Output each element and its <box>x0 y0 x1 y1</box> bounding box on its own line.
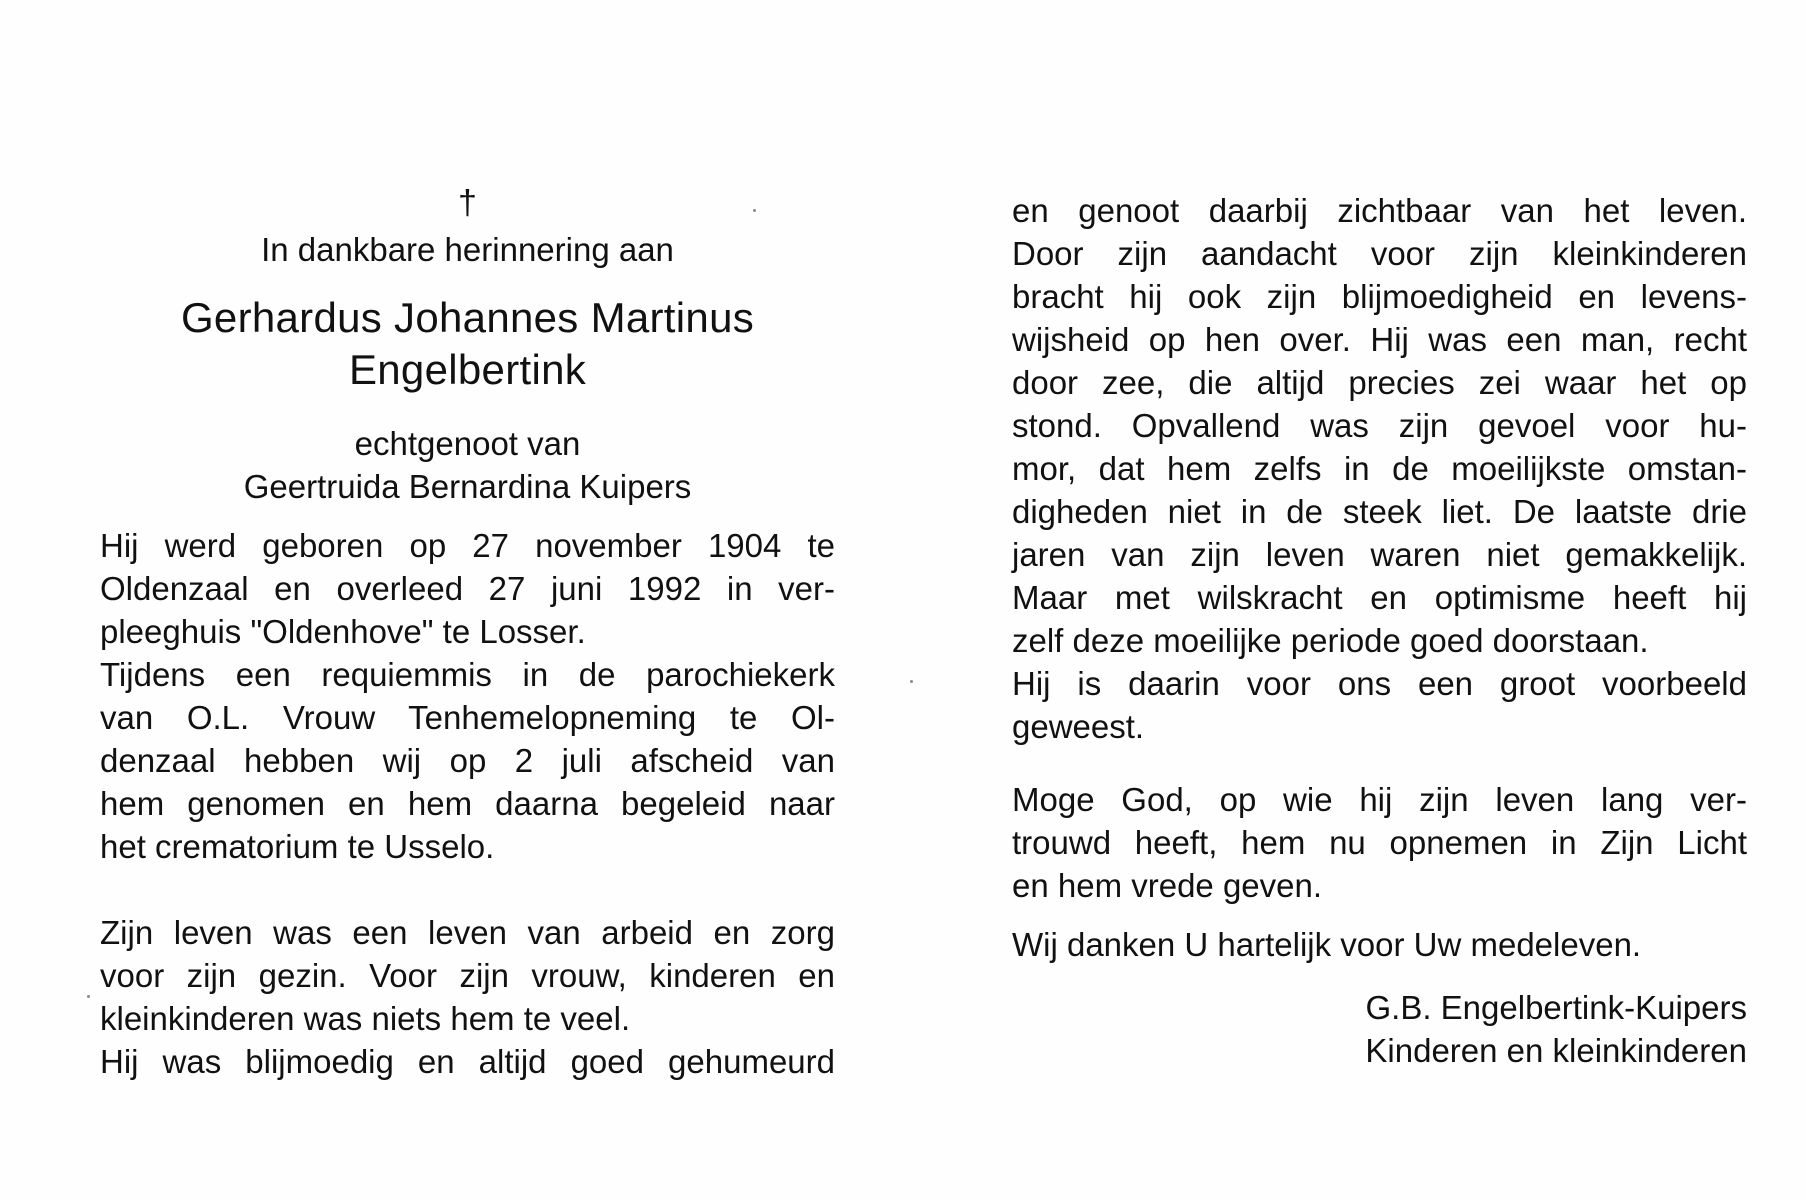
biography-paragraph <box>100 524 835 868</box>
signature-line-1: G.B. Engelbertink-Kuipers <box>1365 989 1747 1026</box>
deceased-name <box>100 292 835 396</box>
text-line: van O.L. Vrouw Tenhemelopneming te Ol- <box>100 699 835 736</box>
text-line: Oldenzaal en overleed 27 juni 1992 in ver- <box>100 570 835 607</box>
text-line: Hij was blijmoedig en altijd goed gehumeurd <box>100 1043 835 1080</box>
text-line: pleeghuis "Oldenhove" te Losser. <box>100 613 586 650</box>
intro-text: In dankbare herinnering aan <box>261 231 674 268</box>
spouse-block <box>100 422 835 508</box>
text-line: Hij is daarin voor ons een groot voorbeeld <box>1012 665 1747 702</box>
right-panel <box>1012 0 1747 1200</box>
thanks-paragraph <box>1012 923 1747 966</box>
life-paragraph <box>100 911 835 1083</box>
text-line: trouwd heeft, hem nu opnemen in Zijn Licht <box>1012 824 1747 861</box>
spouse-name: Geertruida Bernardina Kuipers <box>243 468 692 505</box>
thanks-text: Wij danken U hartelijk voor Uw medeleven. <box>1012 926 1642 963</box>
scan-speck <box>753 209 756 212</box>
text-line: Moge God, op wie hij zijn leven lang ver- <box>1012 781 1747 818</box>
scan-speck <box>87 995 90 998</box>
text-line: geweest. <box>1012 708 1145 745</box>
text-line: zelf deze moeilijke periode goed doorstaan. <box>1012 622 1649 659</box>
signature-line-2: Kinderen en kleinkinderen <box>1365 1032 1747 1069</box>
text-line: stond. Opvallend was zijn gevoel voor hu- <box>1012 407 1747 444</box>
text-line: jaren van zijn leven waren niet gemakkelijk. <box>1012 536 1747 573</box>
text-line: wijsheid op hen over. Hij was een man, recht <box>1012 321 1747 358</box>
text-line: hem genomen en hem daarna begeleid naar <box>100 785 835 822</box>
spouse-label: echtgenoot van <box>354 425 581 462</box>
text-line: Hij werd geboren op 27 november 1904 te <box>100 527 835 564</box>
scan-speck <box>910 680 913 683</box>
character-paragraph <box>1012 189 1747 748</box>
signature-block <box>1012 986 1747 1072</box>
text-line: denzaal hebben wij op 2 juli afscheid van <box>100 742 835 779</box>
text-line: Tijdens een requiemmis in de parochiekerk <box>100 656 835 693</box>
left-panel <box>100 0 835 1200</box>
text-line: kleinkinderen was niets hem te veel. <box>100 1000 631 1037</box>
text-line: digheden niet in de steek liet. De laatste drie <box>1012 493 1747 530</box>
text-line: Zijn leven was een leven van arbeid en zorg <box>100 914 835 951</box>
name-line-2: Engelbertink <box>348 346 587 393</box>
cross-symbol: † <box>458 184 477 222</box>
text-line: en hem vrede geven. <box>1012 867 1323 904</box>
text-line: Door zijn aandacht voor zijn kleinkinderen <box>1012 235 1747 272</box>
text-line: Maar met wilskracht en optimisme heeft hij <box>1012 579 1747 616</box>
prayer-paragraph <box>1012 778 1747 907</box>
text-line: het crematorium te Usselo. <box>100 828 495 865</box>
text-line: en genoot daarbij zichtbaar van het leven. <box>1012 192 1747 229</box>
name-line-1: Gerhardus Johannes Martinus <box>180 294 755 341</box>
text-line: mor, dat hem zelfs in de moeilijkste omstan- <box>1012 450 1747 487</box>
text-line: voor zijn gezin. Voor zijn vrouw, kinderen en <box>100 957 835 994</box>
text-line: bracht hij ook zijn blijmoedigheid en levens- <box>1012 278 1747 315</box>
text-line: door zee, die altijd precies zei waar het op <box>1012 364 1747 401</box>
